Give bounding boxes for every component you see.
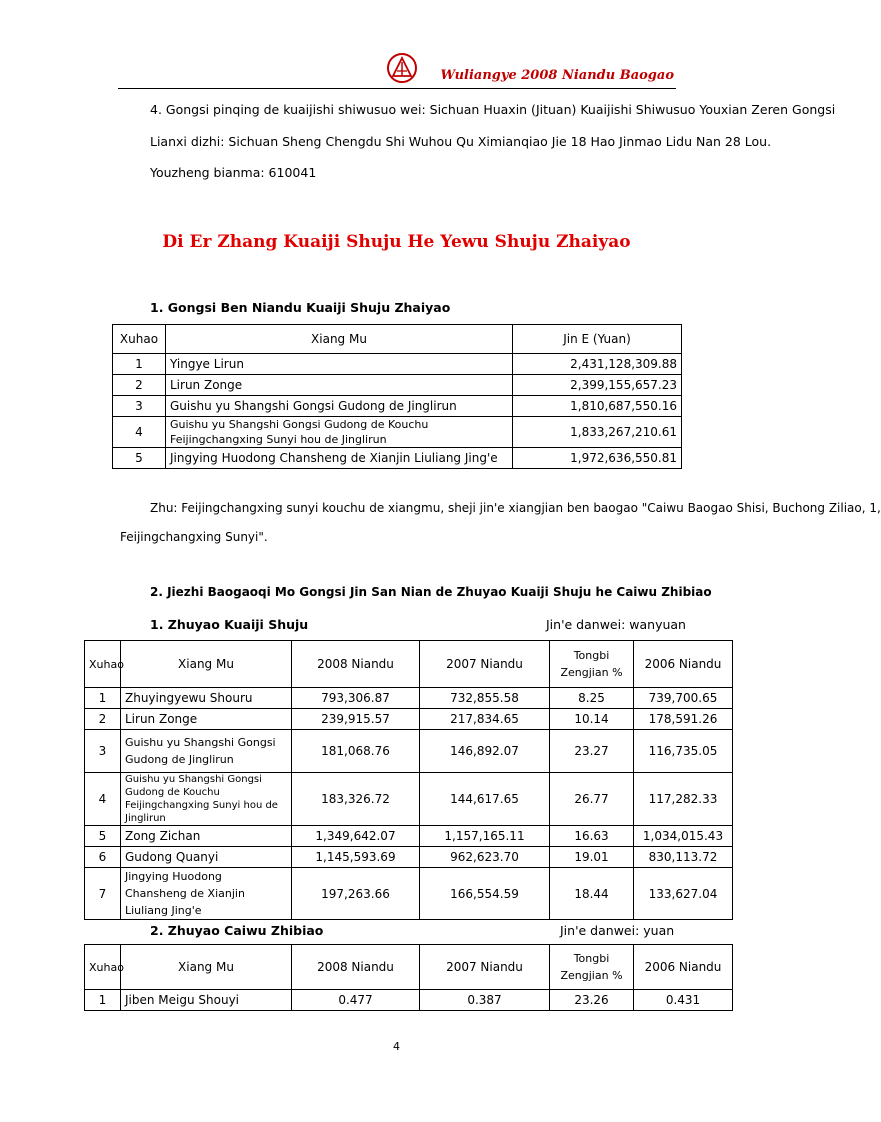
table-row: 7 Jingying Huodong Chansheng de Xianjin Liuliang Jing'e 197,263.66 166,554.59 18.44 133,627.04 [85,868,733,920]
postcode-line: Youzheng bianma: 610041 [150,165,317,180]
sub1-unit: Jin'e danwei: wanyuan [546,617,686,632]
col-amount-header: Jin E (Yuan) [513,325,682,354]
col-2006-header: 2006 Niandu [634,641,733,688]
company-logo-icon [386,52,418,84]
table-row: 6 Gudong Quanyi 1,145,593.69 962,623.70 19.01 830,113.72 [85,847,733,868]
col-item-header: Xiang Mu [166,325,513,354]
table-row: 1 Jiben Meigu Shouyi 0.477 0.387 23.26 0.431 [85,990,733,1011]
col-2008-header: 2008 Niandu [292,641,420,688]
page-number: 4 [393,1040,400,1053]
col-item-header: Xiang Mu [121,945,292,990]
key-financial-table [84,944,733,1011]
annual-summary-table [112,324,682,469]
table-row: 1 Zhuyingyewu Shouru 793,306.87 732,855.58 8.25 739,700.65 [85,688,733,709]
sub2-unit: Jin'e danwei: yuan [560,923,675,938]
col-2007-header: 2007 Niandu [420,641,550,688]
auditor-line: 4. Gongsi pinqing de kuaijishi shiwusuo wei: Sichuan Huaxin (Jituan) Kuaijishi Shiwusuo Youxian Zeren Gongsi [150,102,836,117]
col-no-header: Xuhao [85,945,121,990]
note-line-1: Zhu: Feijingchangxing sunyi kouchu de xiangmu, sheji jin'e xiangjian ben baogao "Caiwu Baogao Shisi, Buchong Ziliao, 1, [150,501,881,515]
table-row: 3 Guishu yu Shangshi Gongsi Gudong de Jinglirun 1,810,687,550.16 [113,396,682,417]
table-row: 2 Lirun Zonge 2,399,155,657.23 [113,375,682,396]
note-line-2: Feijingchangxing Sunyi". [120,530,268,544]
table-row: 1 Yingye Lirun 2,431,128,309.88 [113,354,682,375]
col-yoy-header: Tongbi Zengjian % [550,945,634,990]
table-row: 5 Zong Zichan 1,349,642.07 1,157,165.11 16.63 1,034,015.43 [85,826,733,847]
table-header-row [113,325,682,354]
chapter-title: Di Er Zhang Kuaiji Shuju He Yewu Shuju Zhaiyao [162,232,631,252]
table-header-row [85,945,733,990]
col-yoy-header: Tongbi Zengjian % [550,641,634,688]
key-accounting-table [84,640,733,920]
table-row: 4 Guishu yu Shangshi Gongsi Gudong de Kouchu Feijingchangxing Sunyi hou de Jinglirun 183,326.72 144,617.65 26.77 117,282.33 [85,773,733,826]
table-row: 4 Guishu yu Shangshi Gongsi Gudong de Kouchu Feijingchangxing Sunyi hou de Jinglirun 1,833,267,210.61 [113,417,682,448]
page-header [118,52,676,89]
col-item-header: Xiang Mu [121,641,292,688]
col-2006-header: 2006 Niandu [634,945,733,990]
section2-title: 2. Jiezhi Baogaoqi Mo Gongsi Jin San Nian de Zhuyao Kuaiji Shuju he Caiwu Zhibiao [150,585,712,599]
col-no-header: Xuhao [85,641,121,688]
col-2008-header: 2008 Niandu [292,945,420,990]
sub2-title: 2. Zhuyao Caiwu Zhibiao [150,923,324,938]
table-row: 5 Jingying Huodong Chansheng de Xianjin Liuliang Jing'e 1,972,636,550.81 [113,448,682,469]
col-no-header: Xuhao [113,325,166,354]
header-report-title: Wuliangye 2008 Niandu Baogao [440,68,674,83]
col-2007-header: 2007 Niandu [420,945,550,990]
sub1-title: 1. Zhuyao Kuaiji Shuju [150,617,309,632]
table-header-row [85,641,733,688]
section1-title: 1. Gongsi Ben Niandu Kuaiji Shuju Zhaiyao [150,300,451,315]
table-row: 3 Guishu yu Shangshi Gongsi Gudong de Jinglirun 181,068.76 146,892.07 23.27 116,735.05 [85,730,733,773]
address-line: Lianxi dizhi: Sichuan Sheng Chengdu Shi Wuhou Qu Ximianqiao Jie 18 Hao Jinmao Lidu Nan 28 Lou. [150,134,772,149]
table-row: 2 Lirun Zonge 239,915.57 217,834.65 10.14 178,591.26 [85,709,733,730]
